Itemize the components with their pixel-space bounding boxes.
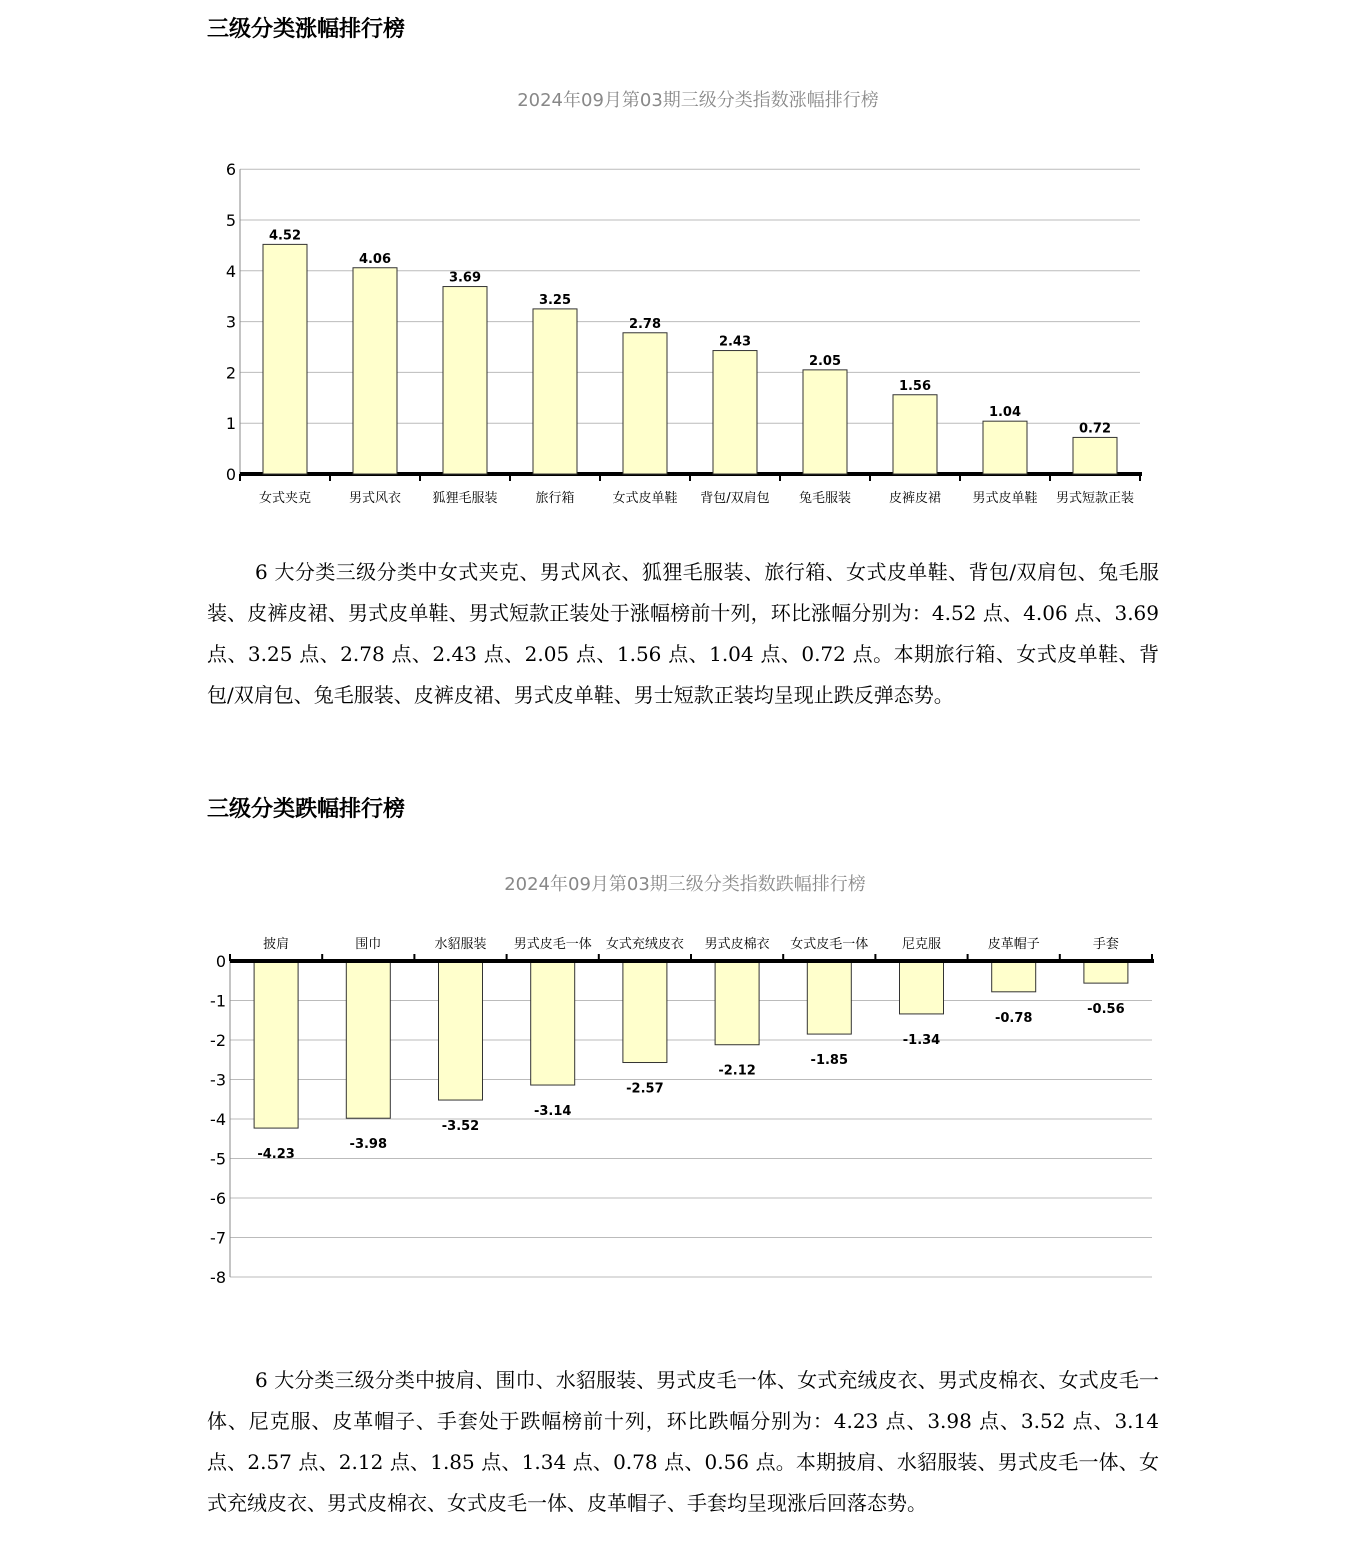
category-label: 皮裤皮裙 (888, 491, 942, 506)
data-label: 3.25 (538, 292, 572, 308)
rise-ranking-chart (0, 70, 1200, 530)
category-label: 女式皮单鞋 (612, 491, 678, 506)
category-label: 狐狸毛服装 (432, 491, 498, 506)
bar (992, 961, 1036, 992)
bar (531, 961, 575, 1085)
bar (715, 961, 759, 1045)
category-label: 女式皮毛一体 (790, 937, 869, 952)
bar (623, 333, 667, 474)
y-tick-label: 0 (215, 952, 226, 971)
y-tick-label: -6 (210, 1189, 226, 1208)
category-label: 披肩 (263, 937, 290, 952)
bar (1073, 437, 1117, 474)
y-tick-label: 3 (225, 312, 236, 332)
category-label: 皮革帽子 (987, 937, 1040, 952)
fall-ranking-chart (0, 850, 1200, 1310)
data-label: 2.78 (628, 316, 662, 332)
data-label: 4.06 (358, 251, 392, 267)
y-tick-label: 5 (225, 211, 236, 230)
fall-section-title: 三级分类跌幅排行榜 (207, 797, 406, 822)
category-label: 男式皮棉衣 (704, 937, 770, 952)
data-label: -0.78 (994, 1010, 1033, 1026)
bar (346, 961, 390, 1118)
bar (1084, 961, 1128, 983)
y-tick-label: 0 (225, 465, 236, 484)
data-label: -4.23 (257, 1147, 295, 1163)
data-label: -1.34 (902, 1032, 941, 1048)
fall-chart-svg (0, 850, 1200, 1310)
fall-summary-paragraph: 6 大分类三级分类中披肩、围巾、水貂服装、男式皮毛一体、女式充绒皮衣、男式皮棉衣、女式皮毛一体、尼克服、皮革帽子、手套处于跌幅榜前十列，环比跌幅分别为：4.23 点、3.98 点、3.52 点、3.14 点、2.57 点、2.12 点、1.85 点、1.34 点、0.78 点、0.56 点。本期披肩、水貂服装、男式皮毛一体、女式充绒皮衣、男式皮棉衣、女式皮毛一体、皮革帽子、手套均呈现涨后回落态势。 (207, 1368, 1159, 1515)
data-label: -2.57 (626, 1081, 664, 1097)
y-tick-label: -1 (210, 991, 226, 1011)
bar (623, 961, 667, 1063)
data-label: 2.43 (718, 334, 752, 350)
category-label: 围巾 (355, 937, 382, 952)
bar (900, 961, 944, 1014)
chart-title: 2024年09月第03期三级分类指数涨幅排行榜 (517, 90, 879, 111)
category-label: 兔毛服装 (798, 491, 852, 506)
rise-summary-paragraph: 6 大分类三级分类中女式夹克、男式风衣、狐狸毛服装、旅行箱、女式皮单鞋、背包/双肩包、兔毛服装、皮裤皮裙、男式皮单鞋、男式短款正装处于涨幅榜前十列，环比涨幅分别为：4.52 点、4.06 点、3.69 点、3.25 点、2.78 点、2.43 点、2.05 点、1.56 点、1.04 点、0.72 点。本期旅行箱、女式皮单鞋、背包/双肩包、兔毛服装、皮裤皮裙、男式皮单鞋、男士短款正装均呈现止跌反弹态势。 (207, 560, 1159, 707)
bar (893, 395, 937, 474)
bar (533, 309, 577, 474)
bar (254, 961, 298, 1128)
category-label: 手套 (1092, 937, 1119, 952)
data-label: -0.56 (1087, 1002, 1125, 1018)
data-label: -1.85 (810, 1053, 849, 1069)
y-tick-label: -8 (210, 1268, 226, 1287)
y-tick-label: -3 (210, 1070, 226, 1090)
category-label: 男式皮单鞋 (972, 491, 1038, 506)
category-label: 尼克服 (901, 937, 942, 952)
data-label: 3.69 (448, 270, 482, 286)
category-label: 旅行箱 (535, 491, 575, 506)
data-label: 4.52 (268, 228, 302, 244)
bar (807, 961, 851, 1034)
y-tick-label: 4 (225, 261, 236, 281)
y-tick-label: -5 (210, 1149, 226, 1169)
data-label: -3.52 (441, 1119, 480, 1135)
data-label: 1.04 (988, 405, 1022, 421)
data-label: 0.72 (1078, 421, 1112, 437)
category-label: 水貂服装 (434, 937, 487, 952)
data-label: -3.14 (533, 1104, 572, 1120)
data-label: -3.98 (349, 1137, 388, 1153)
chart-title: 2024年09月第03期三级分类指数跌幅排行榜 (504, 874, 866, 895)
data-label: 1.56 (898, 378, 932, 394)
category-label: 女式充绒皮衣 (605, 937, 684, 952)
bar (263, 244, 307, 474)
data-label: -2.12 (718, 1063, 756, 1079)
category-label: 男式风衣 (348, 491, 402, 506)
category-label: 女式夹克 (258, 491, 312, 506)
bar (353, 268, 397, 474)
y-tick-label: 2 (225, 363, 236, 383)
rise-chart-svg (0, 70, 1200, 530)
rise-section-title: 三级分类涨幅排行榜 (207, 17, 406, 42)
y-tick-label: -7 (210, 1228, 226, 1248)
category-label: 男式短款正装 (1055, 491, 1135, 506)
bar (443, 287, 487, 474)
category-label: 背包/双肩包 (700, 491, 770, 506)
category-label: 男式皮毛一体 (513, 937, 592, 952)
y-tick-label: 6 (225, 160, 236, 180)
bar (713, 351, 757, 474)
y-tick-label: -2 (210, 1031, 226, 1050)
bar (983, 421, 1027, 474)
bar (439, 961, 483, 1100)
bar (803, 370, 847, 474)
y-tick-label: 1 (225, 414, 236, 434)
y-tick-label: -4 (210, 1110, 226, 1129)
data-label: 2.05 (808, 353, 842, 369)
